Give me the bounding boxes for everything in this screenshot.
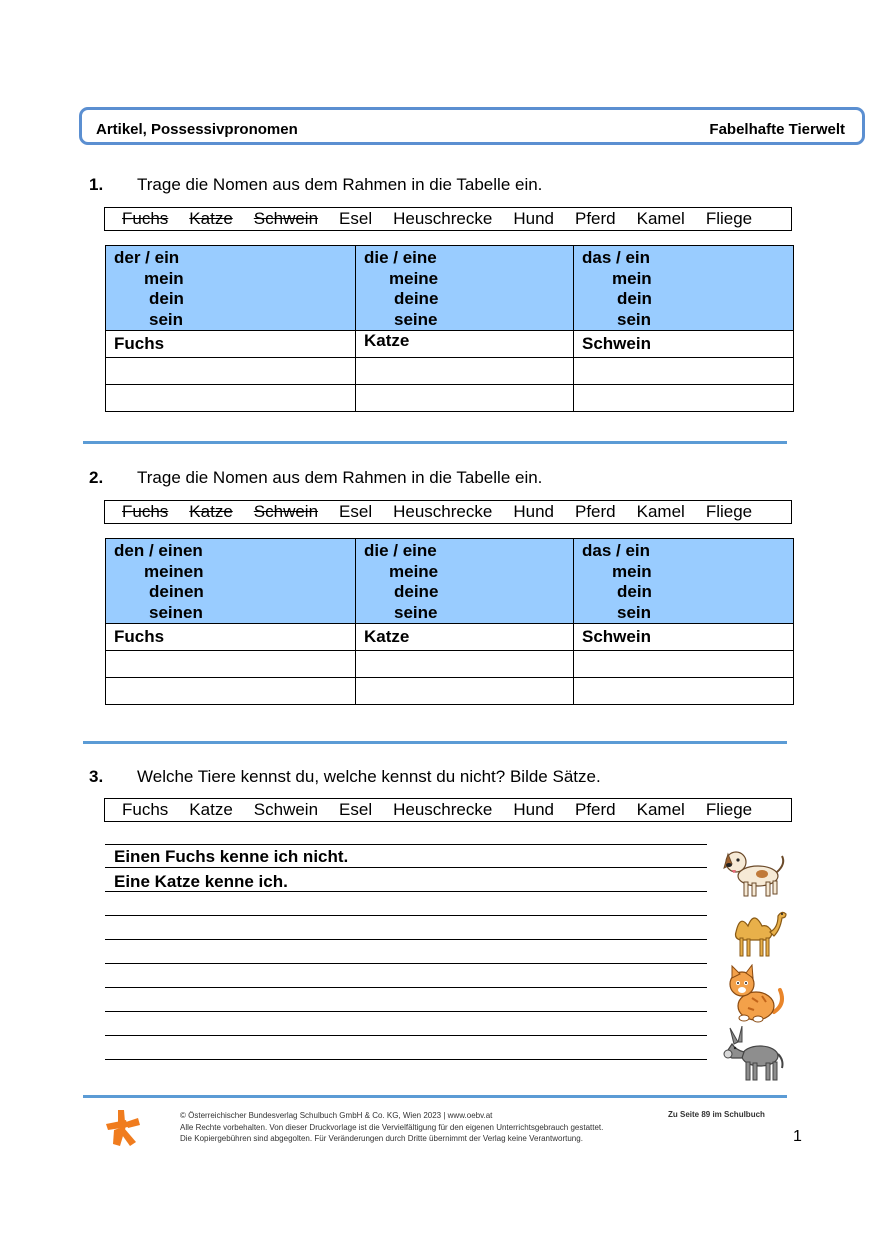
word: Fliege <box>705 209 753 228</box>
writing-line[interactable] <box>105 963 707 964</box>
word: Pferd <box>574 502 616 521</box>
answer-cell[interactable]: Katze <box>356 331 574 358</box>
word: Kamel <box>636 800 685 819</box>
answer-cell[interactable] <box>106 678 356 705</box>
task-1-instruction: Trage die Nomen aus dem Rahmen in die Tabelle ein. <box>137 175 543 194</box>
cat-icon <box>722 964 786 1024</box>
word: Heuschrecke <box>393 502 493 521</box>
word: Schwein <box>253 800 319 819</box>
section-divider <box>83 441 787 444</box>
answer-cell[interactable] <box>106 385 356 412</box>
table-header-cell: das / ein mein dein sein <box>574 539 794 624</box>
word: Katze <box>189 800 233 819</box>
table-header-cell: das / ein mein dein sein <box>574 246 794 331</box>
task-3-instruction: Welche Tiere kennst du, welche kennst du nicht? Bilde Sätze. <box>137 767 601 786</box>
writing-line[interactable] <box>105 1059 707 1060</box>
task-2-word-box <box>104 500 792 524</box>
writing-line[interactable] <box>105 987 707 988</box>
word: Schwein <box>253 502 319 521</box>
word: Esel <box>339 209 373 228</box>
table-header-cell: den / einen meinen deinen seinen <box>106 539 356 624</box>
donkey-icon <box>722 1026 786 1086</box>
word: Katze <box>189 209 233 228</box>
section-divider <box>83 741 787 744</box>
textbook-reference: Zu Seite 89 im Schulbuch <box>668 1110 765 1119</box>
word: Heuschrecke <box>393 209 493 228</box>
writing-line[interactable] <box>105 915 707 916</box>
camel-icon <box>722 902 788 960</box>
writing-line[interactable] <box>105 939 707 940</box>
table-header-cell: der / ein mein dein sein <box>106 246 356 331</box>
task-2-table <box>105 538 794 705</box>
table-header-cell: die / eine meine deine seine <box>356 246 574 331</box>
answer-cell[interactable] <box>356 385 574 412</box>
task-2-instruction: Trage die Nomen aus dem Rahmen in die Tabelle ein. <box>137 468 543 487</box>
answer-cell[interactable] <box>574 651 794 678</box>
word: Fuchs <box>122 800 169 819</box>
worksheet-topic: Artikel, Possessivpronomen <box>96 121 298 138</box>
word: Schwein <box>253 209 319 228</box>
answer-cell[interactable]: Schwein <box>574 624 794 651</box>
answer-cell[interactable] <box>574 358 794 385</box>
task-3-number: 3. <box>89 767 104 786</box>
word: Fliege <box>705 800 753 819</box>
answer-cell[interactable] <box>574 385 794 412</box>
answer-cell[interactable]: Fuchs <box>106 624 356 651</box>
writing-line[interactable] <box>105 1035 707 1036</box>
word: Kamel <box>636 502 685 521</box>
writing-line[interactable] <box>105 1011 707 1012</box>
writing-line <box>105 867 707 868</box>
word: Pferd <box>574 209 616 228</box>
word: Esel <box>339 800 373 819</box>
word: Heuschrecke <box>393 800 493 819</box>
copyright-notice: © Österreichischer Bundesverlag Schulbuch GmbH & Co. KG, Wien 2023 | www.oebv.at Alle Rechte vorbehalten. Von dieser Druckvorlage ist die Vervielfältigung für den eigenen Unterrichtsgebrauch gestattet. Die Kopiergebühren sind abgegolten. Für Veränderungen durch Dritte übernimmt der Verlag keine Verantwortung. <box>180 1111 604 1143</box>
word: Fuchs <box>122 209 169 228</box>
example-sentence: Eine Katze kenne ich. <box>114 872 288 891</box>
word: Hund <box>513 800 554 819</box>
worksheet-theme: Fabelhafte Tierwelt <box>709 121 845 138</box>
page-number: 1 <box>793 1128 802 1145</box>
task-1-table <box>105 245 794 412</box>
word: Fliege <box>705 502 753 521</box>
word: Hund <box>513 209 554 228</box>
table-header-cell: die / eine meine deine seine <box>356 539 574 624</box>
word: Kamel <box>636 209 685 228</box>
word: Hund <box>513 502 554 521</box>
writing-line <box>105 891 707 892</box>
answer-cell[interactable] <box>356 651 574 678</box>
answer-cell[interactable] <box>106 651 356 678</box>
answer-cell[interactable] <box>106 358 356 385</box>
task-1-number: 1. <box>89 175 104 194</box>
answer-cell[interactable] <box>356 678 574 705</box>
answer-cell[interactable] <box>356 358 574 385</box>
answer-cell[interactable]: Katze <box>356 624 574 651</box>
writing-line <box>105 844 707 845</box>
word: Esel <box>339 502 373 521</box>
dog-icon <box>720 842 788 900</box>
publisher-logo-icon <box>104 1108 142 1148</box>
answer-cell[interactable]: Schwein <box>574 331 794 358</box>
task-2-number: 2. <box>89 468 104 487</box>
example-sentence: Einen Fuchs kenne ich nicht. <box>114 847 349 866</box>
word: Pferd <box>574 800 616 819</box>
answer-cell[interactable]: Fuchs <box>106 331 356 358</box>
task-1-word-box <box>104 207 792 231</box>
word: Katze <box>189 502 233 521</box>
footer-divider <box>83 1095 787 1098</box>
word: Fuchs <box>122 502 169 521</box>
task-3-word-box <box>104 798 792 822</box>
answer-cell[interactable] <box>574 678 794 705</box>
